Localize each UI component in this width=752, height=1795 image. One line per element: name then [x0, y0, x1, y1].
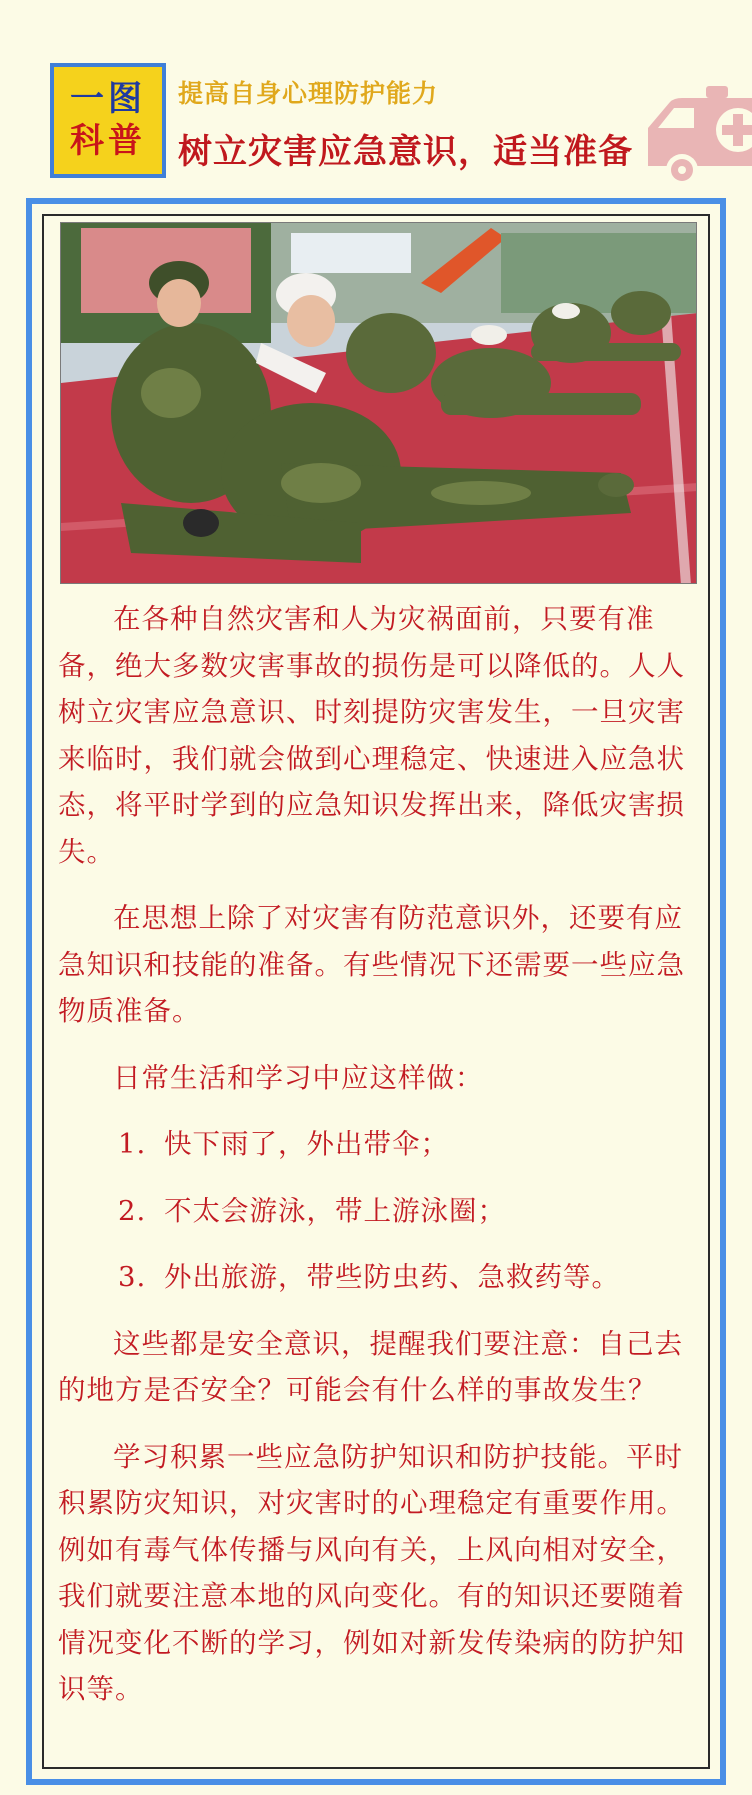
- list-item: 3. 外出旅游，带些防虫药、急救药等。: [118, 1261, 620, 1293]
- paragraph-preparation: 在各种自然灾害和人为灾祸面前，只要有准备，绝大多数灾害事故的损伤是可以降低的。人人树立灾害应急意识、时刻提防灾害发生，一旦灾害来临时，我们就会做到心理稳定、快速进入应急状态，将平时学到的应急知识发挥出来，降低灾害损失。: [58, 603, 685, 868]
- article-body: [58, 596, 698, 1713]
- badge-top-text: 一图: [70, 79, 146, 120]
- paragraph-awareness: 这些都是安全意识，提醒我们要注意：自己去的地方是否安全？可能会有什么样的事故发生？: [58, 1327, 683, 1406]
- list-item: 1. 快下雨了，外出带伞；: [118, 1128, 449, 1160]
- yitu-kepu-badge: [50, 63, 166, 178]
- emergency-drill-photo: [60, 222, 697, 584]
- page-title: 树立灾害应急意识，适当准备: [178, 132, 633, 172]
- list-intro: 日常生活和学习中应这样做：: [113, 1061, 484, 1094]
- paragraph-skills: 学习积累一些应急防护知识和防护技能。平时积累防灾知识，对灾害时的心理稳定有重要作用。例如有毒气体传播与风向有关，上风向相对安全，我们就要注意本地的风向变化。有的知识还要随着情况变化不断的学习，例如对新发传染病的防护知识等。: [58, 1440, 685, 1705]
- ambulance-icon: [648, 78, 752, 188]
- list-item: 2. 不太会游泳，带上游泳圈；: [118, 1194, 506, 1227]
- paragraph-knowledge: 在思想上除了对灾害有防范意识外，还要有应急知识和技能的准备。有些情况下还需要一些应急物质准备。: [58, 902, 685, 1027]
- badge-bottom-text: 科普: [70, 120, 146, 161]
- page-subtitle: 提高自身心理防护能力: [178, 79, 439, 108]
